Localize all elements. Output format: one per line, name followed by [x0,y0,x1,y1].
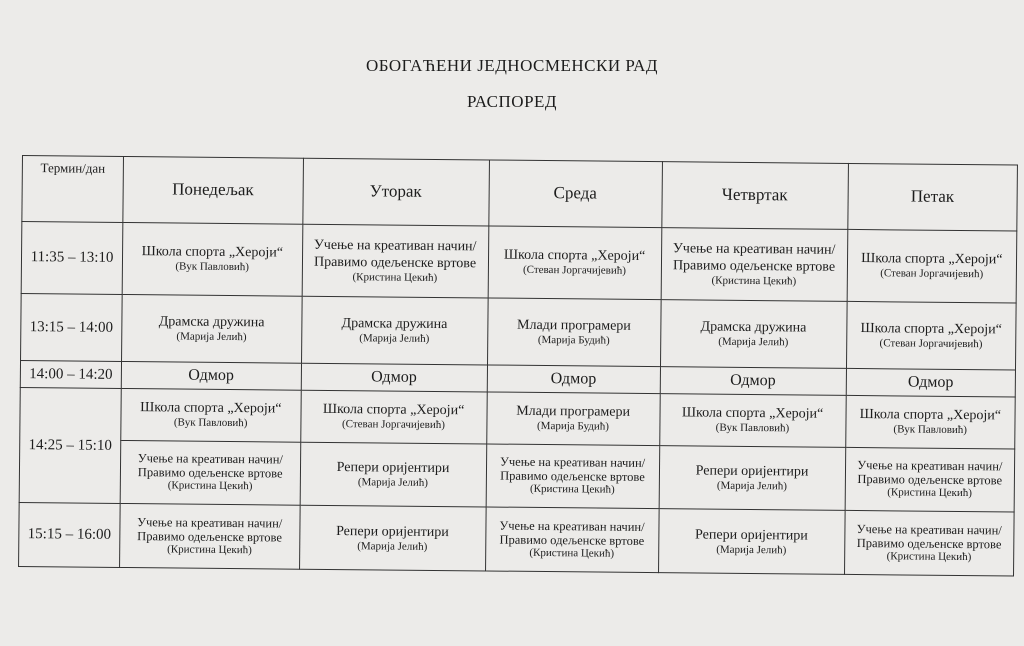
table-row [21,293,1017,370]
schedule-table [18,155,1018,577]
break-cell: Одмор [846,369,1016,397]
header-day-tuesday: Уторак [302,158,489,226]
time-slot: 14:25 – 15:10 [19,388,121,504]
activity-name: Школа спорта „Хероји“ [141,244,284,261]
activity-person: (Стеван Јоргачијевић) [880,267,984,281]
activity-cell [299,505,486,571]
activity-cell [847,229,1017,303]
activity-person: (Кристина Цекић) [352,270,438,284]
header-day-wednesday: Среда [488,160,661,227]
activity-person: (Марија Јелић) [716,479,788,493]
activity-cell [488,226,662,300]
document-title: ОБОГАЋЕНИ ЈЕДНОСМЕНСКИ РАД [365,56,659,75]
activity-cell [122,222,302,296]
activity-person: (Марија Јелић) [357,476,429,489]
activity-name: Учење на креативан начин/Правимо одељенске вртове [313,237,477,272]
activity-person: (Кристина Цекић) [167,543,252,557]
activity-name: Учење на креативан начин/Правимо одељенске вртове [856,522,1002,552]
table-row [20,388,1015,449]
table-row [21,221,1017,302]
activity-cell [659,445,846,510]
activity-cell [300,390,487,443]
activity-cell [301,296,488,366]
activity-cell [121,389,301,442]
activity-person: (Кристина Цекић) [886,550,972,564]
activity-cell [300,442,487,507]
activity-cell [845,447,1015,512]
activity-cell [660,299,847,369]
header-day-monday: Понедељак [123,156,303,223]
activity-name: Репери оријентири [695,463,809,480]
activity-person: (Вук Павловић) [893,423,968,437]
activity-name: Млади програмери [516,404,631,421]
activity-name: Учење на креативан начин/Правимо одељенске вртове [137,451,283,481]
activity-person: (Стеван Јоргачијевић) [341,418,446,432]
activity-person: (Кристина Цекић) [529,483,615,497]
activity-cell [844,511,1014,576]
activity-name: Школа спорта „Хероји“ [503,247,646,265]
activity-name: Репери оријентири [695,527,808,544]
activity-name: Школа спорта „Хероји“ [322,402,465,419]
table-row [19,503,1015,576]
activity-person: (Вук Павловић) [175,260,250,274]
activity-name: Школа спорта „Хероји“ [681,405,824,423]
activity-person: (Кристина Цекић) [887,486,973,500]
activity-cell [120,504,300,569]
activity-cell [120,440,300,505]
header-corner: Термин/дан [22,156,124,223]
time-slot: 15:15 – 16:00 [19,503,121,568]
activity-person: (Вук Павловић) [173,416,248,430]
time-slot: 13:15 – 14:00 [21,293,123,362]
activity-cell [659,394,846,447]
activity-name: Драмска дружина [700,319,807,336]
activity-cell [661,227,848,301]
header-row [22,156,1018,231]
activity-cell [846,301,1016,370]
break-cell: Одмор [121,362,301,390]
header-day-friday: Петак [847,163,1017,230]
activity-person: (Марија Будић) [536,420,609,434]
activity-person: (Стеван Јоргачијевић) [879,337,983,351]
activity-name: Учење на креативан начин/Правимо одељенске вртове [857,458,1003,488]
activity-name: Драмска дружина [158,314,265,331]
activity-cell [487,298,661,367]
activity-person: (Стеван Јоргачијевић) [522,264,627,278]
time-slot: 14:00 – 14:20 [20,361,121,389]
break-cell: Одмор [660,367,846,395]
time-slot: 11:35 – 13:10 [21,221,123,294]
activity-person: (Марија Јелић) [718,335,789,349]
activity-name: Учење на креативан начин/Правимо одељенске вртове [672,240,836,275]
activity-cell [485,507,658,572]
activity-name: Школа спорта „Хероји“ [861,251,1003,268]
activity-person: (Марија Јелић) [176,330,247,344]
activity-person: (Марија Јелић) [716,543,787,556]
activity-name: Школа спорта „Хероји“ [860,321,1002,338]
activity-person: (Вук Павловић) [715,422,790,435]
activity-cell [122,294,302,364]
activity-name: Млади програмери [516,317,631,334]
activity-name: Учење на креативан начин/Правимо одељенске вртове [499,518,645,549]
activity-name: Репери оријентири [336,523,449,540]
activity-name: Репери оријентири [336,459,450,477]
table-row [19,439,1015,512]
activity-cell [486,444,659,509]
activity-person: (Кристина Цекић) [711,274,797,288]
activity-cell [302,224,489,298]
header-day-thursday: Четвртак [661,162,848,230]
activity-person: (Кристина Цекић) [167,479,253,493]
activity-name: Учење на креативан начин/Правимо одељенске вртове [499,455,646,485]
activity-person: (Марија Јелић) [359,332,430,345]
activity-person: (Марија Будић) [537,334,610,347]
activity-cell [486,392,659,445]
activity-cell [658,509,845,575]
activity-name: Школа спорта „Хероји“ [859,407,1002,424]
break-cell: Одмор [301,364,487,392]
activity-person: (Кристина Цекић) [529,547,615,560]
activity-cell [845,396,1015,449]
break-cell: Одмор [487,365,660,393]
activity-name: Школа спорта „Хероји“ [140,400,282,417]
activity-person: (Марија Јелић) [357,539,428,553]
activity-name: Учење на креативан начин/Правимо одељенске вртове [137,515,283,545]
activity-name: Драмска дружина [341,316,448,333]
document-subtitle: РАСПОРЕД [466,92,558,111]
